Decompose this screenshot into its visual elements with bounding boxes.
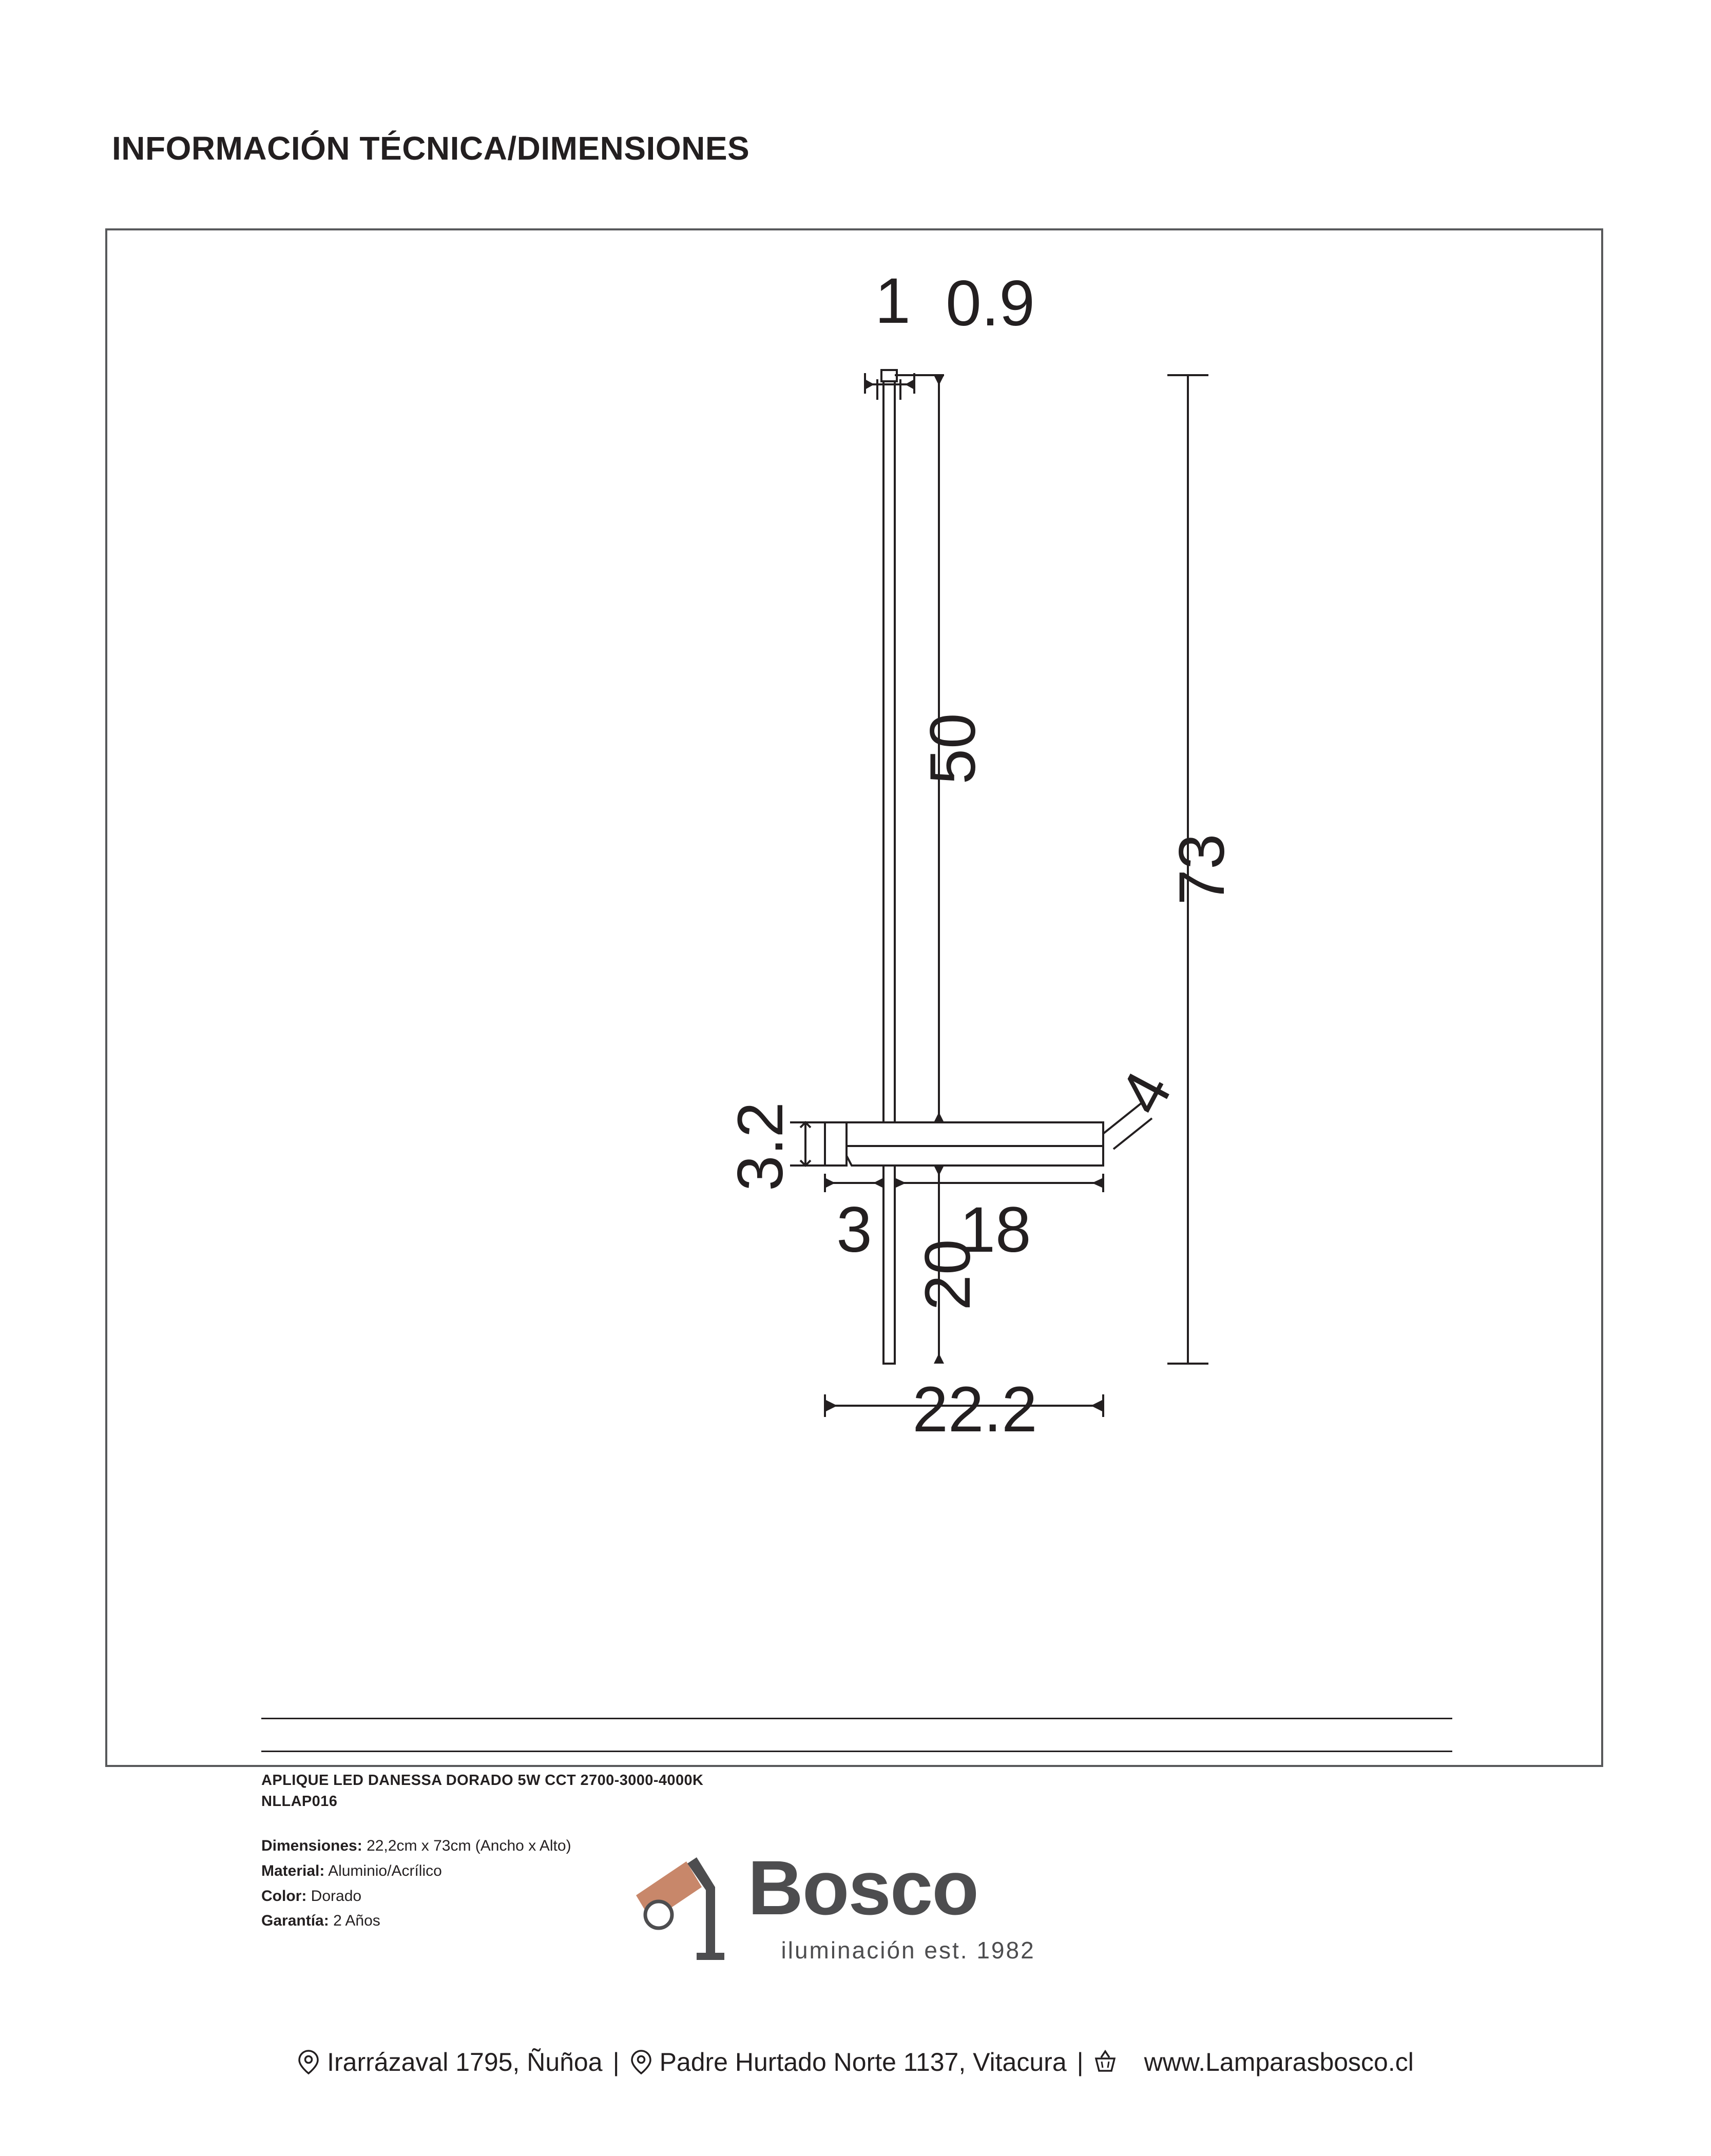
spec-value: Aluminio/Acrílico [328, 1862, 442, 1879]
footer-separator-2: | [1076, 2048, 1084, 2076]
spec-key: Material: [261, 1862, 325, 1879]
product-sku: NLLAP016 [261, 1793, 338, 1810]
spec-value: 22,2cm x 73cm (Ancho x Alto) [367, 1837, 571, 1855]
spec-value: Dorado [311, 1887, 362, 1905]
page-footer [0, 2031, 1711, 2093]
shopping-cart-icon [1094, 2049, 1117, 2075]
dimension-label-total-width: 22.2 [912, 1374, 1037, 1445]
dimension-label-bracket-height: 3.2 [725, 1102, 796, 1191]
logo-tagline: iluminación est. 1982 [781, 1937, 1035, 1964]
divider-top [261, 1718, 1452, 1719]
bosco-lamp-logo-icon [625, 1850, 753, 1968]
location-pin-icon [630, 2049, 652, 2075]
divider-bottom [261, 1751, 1452, 1752]
dimension-label-lower-rod: 20 [912, 1239, 984, 1311]
dimension-label-arm-thickness: 4 [1105, 1060, 1186, 1125]
footer-website[interactable] [1094, 2047, 1414, 2077]
dimension-label-upper-rod: 50 [917, 713, 989, 785]
product-dimension-drawing [107, 230, 1605, 1462]
footer-address-2-text: Padre Hurtado Norte 1137, Vitacura [659, 2048, 1067, 2076]
spec-key: Color: [261, 1887, 307, 1905]
logo-wordmark: Bosco [747, 1844, 978, 1931]
page-title: INFORMACIÓN TÉCNICA/DIMENSIONES [112, 130, 750, 167]
spec-value: 2 Años [333, 1912, 380, 1930]
dimension-label-top-small: 1 [875, 265, 911, 337]
spec-key: Garantía: [261, 1912, 329, 1930]
footer-address-2 [630, 2047, 1067, 2077]
brand-logo [0, 1837, 1711, 2007]
location-pin-icon [297, 2049, 320, 2075]
footer-address-1 [297, 2047, 602, 2077]
footer-separator-1: | [612, 2048, 620, 2076]
dimension-label-total-height: 73 [1166, 833, 1238, 905]
footer-website-text[interactable]: www.Lamparasbosco.cl [1144, 2048, 1414, 2076]
dimension-label-arm-length: 18 [959, 1194, 1031, 1266]
dimension-label-bracket-width: 3 [836, 1194, 872, 1266]
dimension-label-top-width: 0.9 [946, 268, 1035, 339]
product-name: APLIQUE LED DANESSA DORADO 5W CCT 2700-3000-4000K [261, 1772, 704, 1789]
footer-address-1-text: Irarrázaval 1795, Ñuñoa [327, 2048, 603, 2076]
spec-key: Dimensiones: [261, 1837, 362, 1855]
